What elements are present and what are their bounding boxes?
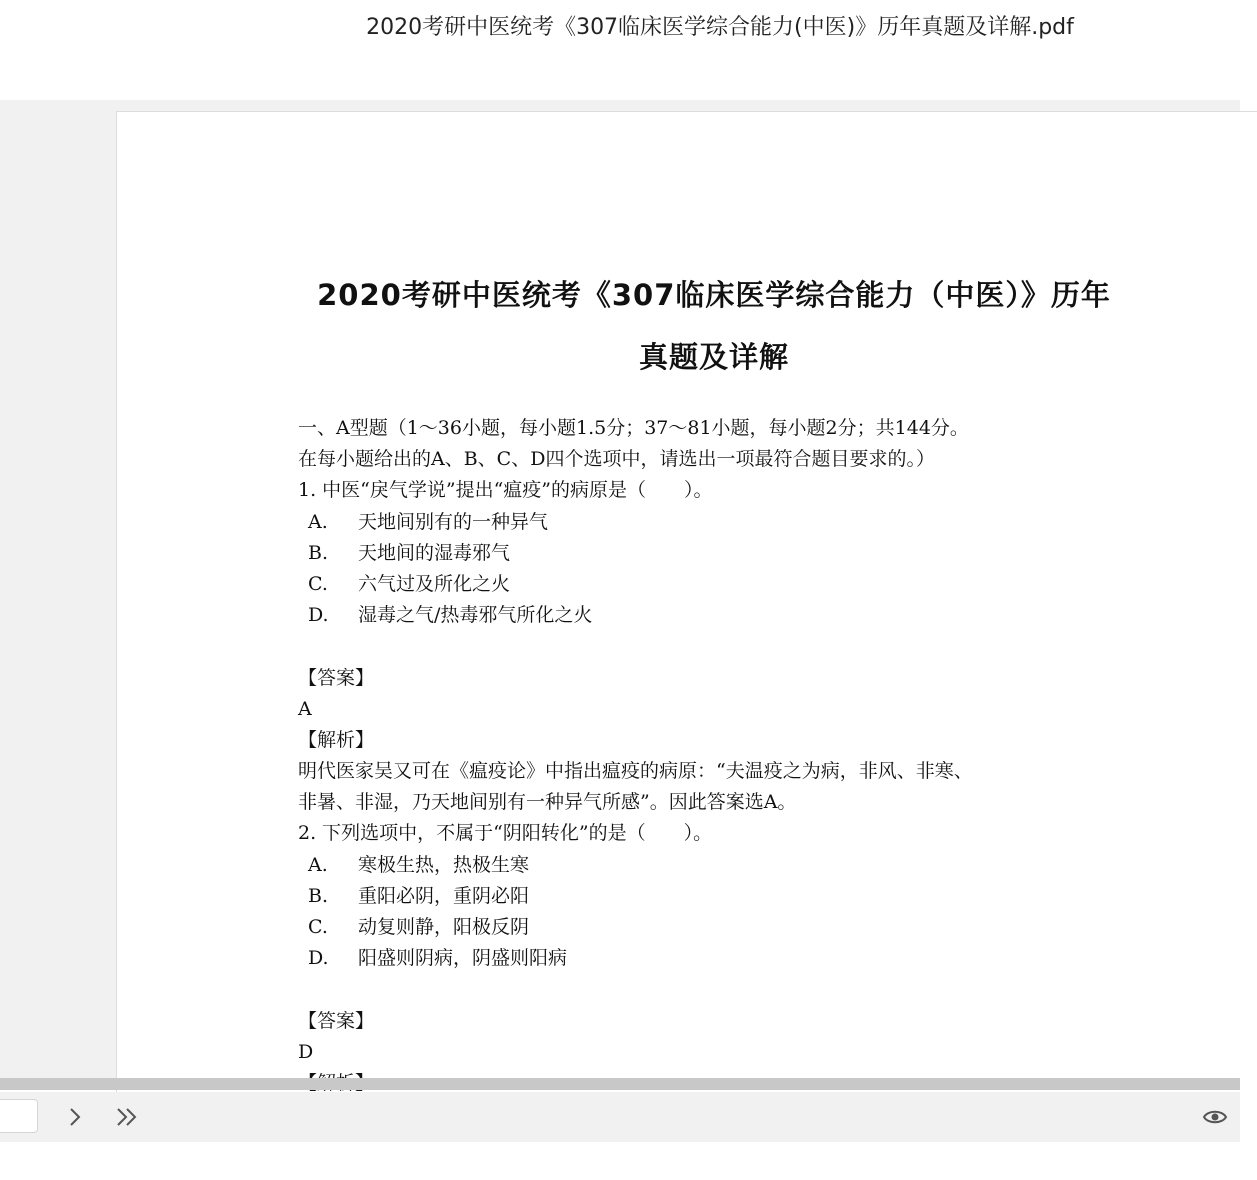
page-number-input[interactable]: [0, 1099, 38, 1133]
option-text: 湿毒之气/热毒邪气所化之火: [358, 604, 593, 627]
answer-option: [298, 943, 1148, 974]
question-stem: 2. 下列选项中，不属于“阴阳转化”的是（ ）。: [298, 822, 713, 845]
view-mode-button[interactable]: [1202, 1104, 1228, 1130]
option-text: 动复则静，阳极反阴: [358, 916, 530, 938]
option-text: 天地间别有的一种异气: [358, 510, 549, 533]
document-title-line: 2020考研中医统考《307临床医学综合能力（中医）》历年: [317, 278, 1111, 312]
spacer: [298, 974, 1148, 1005]
horizontal-scrollbar[interactable]: [0, 1078, 1240, 1090]
eye-icon: [1202, 1104, 1228, 1130]
option-label: A.: [308, 853, 328, 876]
analysis-text: 明代医家吴又可在《瘟疫论》中指出瘟疫的病原：“夫温疫之为病，非风、非寒、: [298, 760, 973, 783]
answer-heading: 【答案】: [298, 666, 375, 689]
answer-option: [298, 538, 1148, 569]
double-chevron-right-icon: [114, 1104, 140, 1130]
option-label: C.: [308, 572, 328, 595]
spacer: [298, 631, 1148, 662]
answer-heading: 【答案】: [298, 1009, 375, 1032]
analysis-text: 非暑、非湿，乃天地间别有一种异气所感”。因此答案选A。: [298, 791, 797, 814]
chevron-right-icon: [62, 1104, 88, 1130]
option-label: C.: [308, 916, 328, 938]
answer-value: A: [298, 697, 312, 720]
pdf-page: [116, 111, 1257, 1112]
section-intro-line: 一、A型题（1～36小题，每小题1.5分；37～81小题，每小题2分；共144分。: [298, 417, 969, 439]
option-text: 天地间的湿毒邪气: [358, 541, 511, 564]
answer-value: D: [298, 1040, 314, 1063]
title-bar: [0, 0, 1240, 100]
section-intro-line: 在每小题给出的A、B、C、D四个选项中，请选出一项最符合题目要求的。）: [298, 448, 935, 471]
question-stem: 1. 中医“戾气学说”提出“瘟疫”的病原是（ ）。: [298, 479, 713, 502]
option-label: D.: [308, 604, 329, 627]
next-page-button[interactable]: [62, 1104, 88, 1130]
option-text: 六气过及所化之火: [358, 572, 511, 595]
answer-option: [298, 850, 1148, 881]
pdf-viewer[interactable]: [0, 100, 1240, 1078]
analysis-heading: 【解析】: [298, 728, 375, 751]
document-title: [297, 264, 1131, 388]
document-title-line: 真题及详解: [638, 340, 789, 374]
option-text: 重阳必阴，重阴必阳: [358, 884, 530, 907]
document-body: [298, 413, 1148, 1099]
answer-option: [298, 881, 1148, 912]
answer-option: [298, 912, 1148, 943]
option-label: D.: [308, 947, 329, 970]
option-label: B.: [308, 884, 329, 907]
option-label: B.: [308, 541, 329, 564]
last-page-button[interactable]: [114, 1104, 140, 1130]
answer-option: [298, 507, 1148, 538]
option-label: A.: [308, 510, 328, 533]
answer-option: [298, 600, 1148, 631]
file-title: 2020考研中医统考《307临床医学综合能力(中医)》历年真题及详解.pdf: [366, 15, 1074, 40]
option-text: 寒极生热，热极生寒: [358, 853, 530, 876]
bottom-toolbar: [0, 1092, 1240, 1142]
answer-option: [298, 569, 1148, 600]
option-text: 阳盛则阴病，阴盛则阳病: [358, 947, 568, 970]
